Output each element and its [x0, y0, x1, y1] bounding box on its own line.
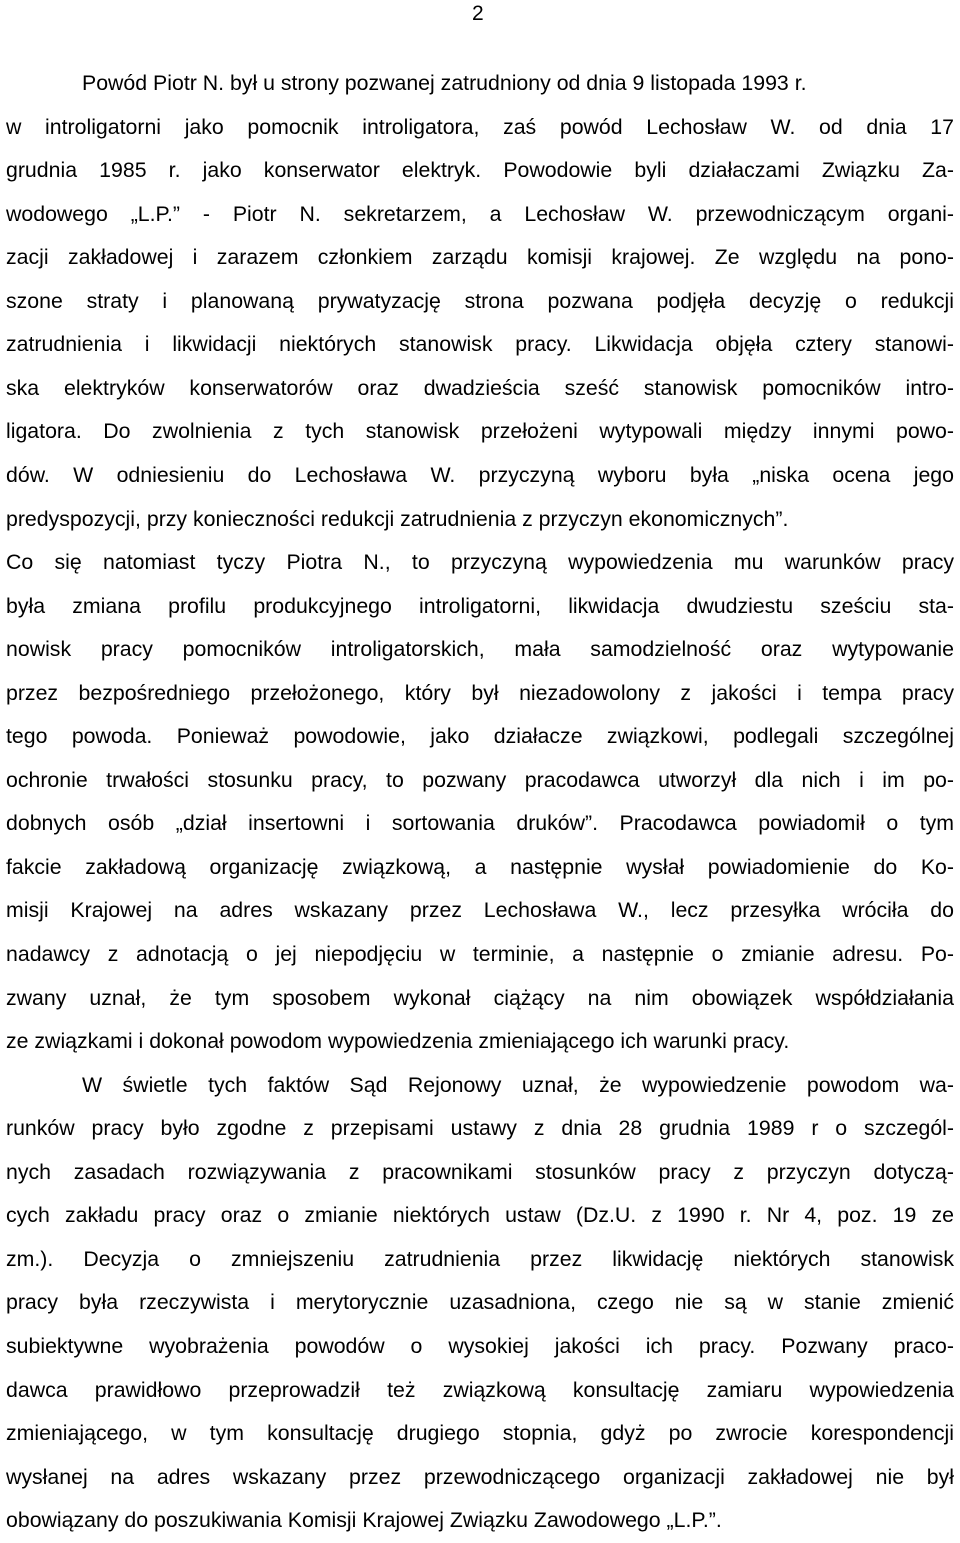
text-line: cych zakładu pracy oraz o zmianie niektórych ustaw (Dz.U. z 1990 r. Nr 4, poz. 19 ze — [6, 1203, 954, 1228]
text-line: ligatora. Do zwolnienia z tych stanowisk przełożeni wytypowali między innymi powo- — [6, 419, 954, 444]
text-line: była zmiana profilu produkcyjnego introligatorni, likwidacja dwudziestu sześciu sta- — [6, 593, 954, 618]
text-line: wysłanej na adres wskazany przez przewodniczącego organizacji zakładowej nie był — [6, 1464, 954, 1489]
text-line: nadawcy z adnotacją o jej niepodjęciu w terminie, a następnie o zmianie adresu. Po- — [6, 942, 954, 966]
text-line: nych zasadach rozwiązywania z pracownikami stosunków pracy z przyczyn dotyczą- — [6, 1159, 954, 1184]
text-line: nowisk pracy pomocników introligatorskich, mała samodzielność oraz wytypowanie — [6, 637, 954, 662]
text-line: przez bezpośredniego przełożonego, który był niezadowolony z jakości i tempa pracy — [6, 680, 954, 705]
text-line: subiektywne wyobrażenia powodów o wysokiej jakości ich pracy. Pozwany praco- — [6, 1333, 954, 1358]
text-line: grudnia 1985 r. jako konserwator elektryk. Powodowie byli działaczami Związku Za- — [6, 158, 954, 183]
text-line: ochronie trwałości stosunku pracy, to pozwany pracodawca utworzył dla nich i im po- — [6, 767, 954, 792]
text-line: runków pracy było zgodne z przepisami ustawy z dnia 28 grudnia 1989 r o szczegól- — [6, 1116, 954, 1141]
text-line: obowiązany do poszukiwania Komisji Krajowej Związku Zawodowego „L.P.”. — [6, 1508, 722, 1533]
text-line: misji Krajowej na adres wskazany przez Lechosława W., lecz przesyłka wróciła do — [6, 898, 954, 923]
text-line: dobnych osób „dział insertowni i sortowania druków”. Pracodawca powiadomił o tym — [6, 811, 954, 836]
text-line: szone straty i planowaną prywatyzację strona pozwana podjęła decyzję o redukcji — [6, 288, 954, 313]
text-line: Co się natomiast tyczy Piotra N., to przyczyną wypowiedzenia mu warunków pracy — [6, 550, 954, 574]
text-line: pracy była rzeczywista i merytorycznie uzasadniona, czego nie są w stanie zmienić — [6, 1290, 954, 1315]
text-line: dawca prawidłowo przeprowadził też związkową konsultację zamiaru wypowiedzenia — [6, 1377, 954, 1402]
text-line: ze związkami i dokonał powodom wypowiedzenia zmieniającego ich warunki pracy. — [6, 1029, 790, 1054]
text-line: fakcie zakładową organizację związkową, a następnie wysłał powiadomienie do Ko- — [6, 854, 954, 879]
text-line: zatrudnienia i likwidacji niektórych stanowisk pracy. Likwidacja objęła cztery stanowi- — [6, 332, 954, 357]
page-number: 2 — [472, 2, 484, 25]
text-line: predyspozycji, przy konieczności redukcji zatrudnienia z przyczyn ekonomicznych”. — [6, 506, 789, 531]
text-line: zmieniającego, w tym konsultację drugiego stopnia, gdyż po zwrocie korespondencji — [6, 1421, 954, 1445]
text-line: ska elektryków konserwatorów oraz dwadzieścia sześć stanowisk pomocników intro- — [6, 375, 954, 400]
text-line: zwany uznał, że tym sposobem wykonał ciążący na nim obowiązek współdziałania — [6, 985, 954, 1010]
text-line: w introligatorni jako pomocnik introligatora, zaś powód Lechosław W. od dnia 17 — [6, 114, 954, 139]
text-line: W świetle tych faktów Sąd Rejonowy uznał, że wypowiedzenie powodom wa- — [82, 1072, 954, 1097]
text-line: tego powoda. Ponieważ powodowie, jako działacze związkowi, podlegali szczególnej — [6, 724, 954, 749]
text-line: wodowego „L.P.” - Piotr N. sekretarzem, a Lechosław W. przewodniczącym organi- — [6, 201, 954, 226]
text-line: zacji zakładowej i zarazem członkiem zarządu komisji krajowej. Ze względu na pono- — [6, 245, 954, 270]
text-line: dów. W odniesieniu do Lechosława W. przyczyną wyboru była „niska ocena jego — [6, 462, 954, 487]
text-line: Powód Piotr N. był u strony pozwanej zatrudniony od dnia 9 listopada 1993 r. — [82, 71, 807, 95]
text-line: zm.). Decyzja o zmniejszeniu zatrudnienia przez likwidację niektórych stanowisk — [6, 1246, 954, 1271]
